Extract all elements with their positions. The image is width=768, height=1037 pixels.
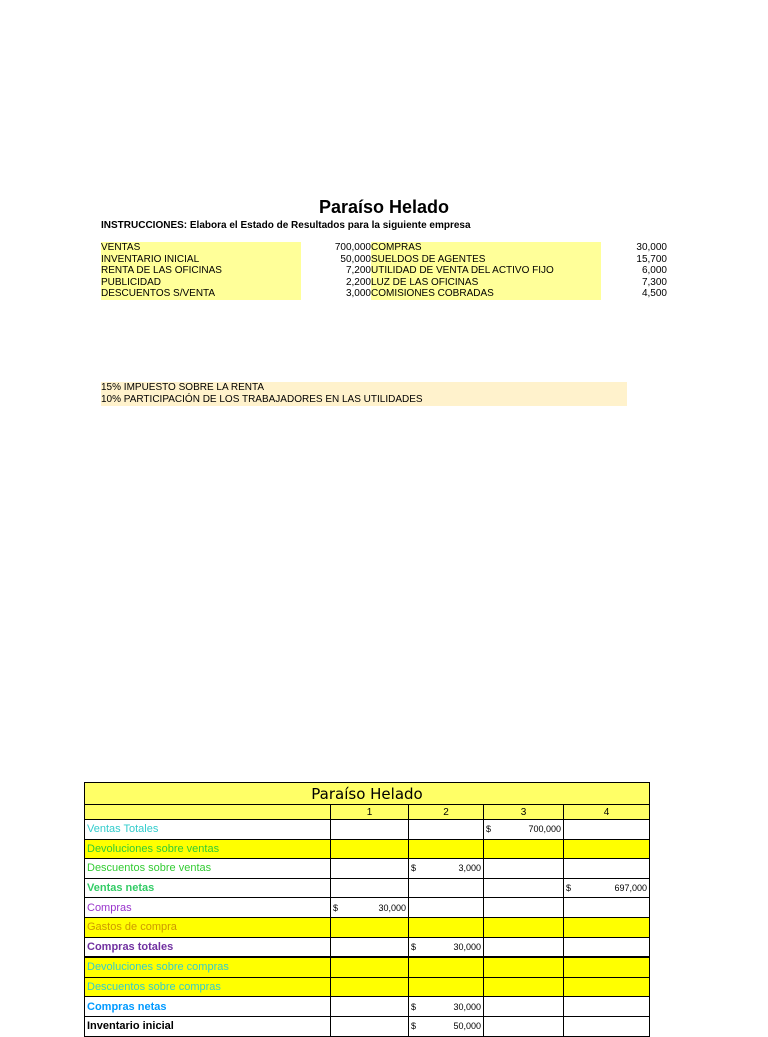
- statement-row-label: Gastos de compra: [85, 917, 331, 937]
- statement-amount-col-3: [484, 878, 564, 898]
- statement-row: [85, 937, 650, 957]
- statement-row-label: Descuentos sobre compras: [85, 977, 331, 997]
- statement-amount-col-2: [409, 878, 484, 898]
- statement-amount-col-2: [409, 1016, 484, 1036]
- statement-amount-col-1: [331, 937, 409, 957]
- instructions-text: INSTRUCCIONES: Elabora el Estado de Resultados para la siguiente empresa: [101, 220, 471, 231]
- data-value-left: 700,000: [334, 242, 371, 253]
- statement-row: [85, 839, 650, 859]
- statement-column-header-row: [85, 805, 650, 820]
- statement-row: [85, 878, 650, 898]
- tax-row: 15% IMPUESTO SOBRE LA RENTA: [101, 382, 627, 394]
- column-header-4: 4: [564, 805, 650, 820]
- statement-row: [85, 997, 650, 1017]
- amount-value: 30,000: [453, 941, 481, 952]
- document-title: Paraíso Helado: [318, 197, 450, 217]
- statement-amount-col-3: [484, 997, 564, 1017]
- statement-row-label: Devoluciones sobre ventas: [85, 839, 331, 859]
- statement-amount-col-4: [564, 937, 650, 957]
- statement-row-label: Ventas Totales: [85, 820, 331, 840]
- statement-amount-col-4: [564, 1016, 650, 1036]
- column-header-blank: [85, 805, 331, 820]
- statement-row-label: Descuentos sobre ventas: [85, 859, 331, 879]
- currency-symbol: $: [486, 824, 492, 835]
- data-value-right: 4,500: [641, 288, 667, 300]
- tax-row: 10% PARTICIPACIÓN DE LOS TRABAJADORES EN LAS UTILIDADES: [101, 394, 627, 406]
- statement-amount-col-3: [484, 859, 564, 879]
- statement-amount-col-3: [484, 977, 564, 997]
- statement-amount-col-3: [484, 917, 564, 937]
- statement-title: Paraíso Helado: [85, 783, 650, 805]
- amount-value: 50,000: [453, 1021, 481, 1032]
- statement-amount-col-2: [409, 820, 484, 840]
- statement-amount-col-2: [409, 937, 484, 957]
- statement-amount-col-2: [409, 997, 484, 1017]
- statement-amount-col-3: [484, 898, 564, 918]
- column-header-2: 2: [409, 805, 484, 820]
- statement-amount-col-2: [409, 898, 484, 918]
- data-row: [101, 277, 667, 289]
- statement-amount-col-4: [564, 917, 650, 937]
- statement-amount-col-2: [409, 917, 484, 937]
- column-header-1: 1: [331, 805, 409, 820]
- statement-amount-col-2: [409, 977, 484, 997]
- data-label-left: INVENTARIO INICIAL: [101, 254, 301, 266]
- data-label-right: SUELDOS DE AGENTES: [371, 254, 601, 266]
- statement-row-label: Compras netas: [85, 997, 331, 1017]
- currency-symbol: $: [333, 902, 339, 913]
- data-row: [101, 288, 667, 300]
- currency-symbol: $: [566, 883, 572, 894]
- statement-amount-col-3: [484, 957, 564, 977]
- data-label-left: VENTAS: [101, 242, 301, 254]
- data-value-left: 7,200: [345, 265, 371, 277]
- statement-row-label: Ventas netas: [85, 878, 331, 898]
- statement-row-label: Devoluciones sobre compras: [85, 957, 331, 977]
- statement-row-label: Inventario inicial: [85, 1016, 331, 1036]
- statement-row: [85, 859, 650, 879]
- amount-value: 697,000: [614, 883, 648, 894]
- statement-amount-col-4: [564, 859, 650, 879]
- statement-row: [85, 820, 650, 840]
- statement-amount-col-1: [331, 878, 409, 898]
- statement-row: [85, 977, 650, 997]
- statement-amount-col-1: [331, 839, 409, 859]
- statement-amount-col-4: [564, 997, 650, 1017]
- data-row: [101, 254, 667, 266]
- statement-row: [85, 898, 650, 918]
- data-value-right: 7,300: [641, 276, 667, 288]
- data-value-right: 6,000: [641, 265, 667, 277]
- statement-amount-col-3: [484, 839, 564, 859]
- data-value-right: 15,700: [636, 253, 667, 265]
- data-label-right: COMISIONES COBRADAS: [371, 288, 601, 300]
- data-value-left: 50,000: [340, 253, 371, 265]
- statement-row-label: Compras: [85, 898, 331, 918]
- data-row: [101, 242, 667, 254]
- amount-value: 3,000: [458, 863, 481, 874]
- data-value-left: 3,000: [345, 288, 371, 300]
- data-label-right: UTILIDAD DE VENTA DEL ACTIVO FIJO: [371, 265, 601, 277]
- statement-amount-col-1: [331, 820, 409, 840]
- statement-amount-col-1: [331, 977, 409, 997]
- statement-amount-col-4: [564, 977, 650, 997]
- statement-amount-col-3: [484, 937, 564, 957]
- statement-amount-col-1: [331, 917, 409, 937]
- statement-row: [85, 1016, 650, 1036]
- statement-amount-col-4: [564, 898, 650, 918]
- statement-amount-col-4: [564, 878, 650, 898]
- statement-amount-col-1: [331, 1016, 409, 1036]
- statement-amount-col-1: [331, 898, 409, 918]
- statement-amount-col-3: [484, 820, 564, 840]
- statement-amount-col-4: [564, 820, 650, 840]
- currency-symbol: $: [411, 863, 417, 874]
- statement-amount-col-1: [331, 957, 409, 977]
- statement-amount-col-3: [484, 1016, 564, 1036]
- statement-row: [85, 957, 650, 977]
- data-value-left: 2,200: [345, 276, 371, 288]
- statement-amount-col-1: [331, 859, 409, 879]
- currency-symbol: $: [411, 1021, 417, 1032]
- amount-value: 30,000: [378, 902, 406, 913]
- data-row: [101, 265, 667, 277]
- data-label-right: LUZ DE LAS OFICINAS: [371, 277, 601, 289]
- data-label-left: PUBLICIDAD: [101, 277, 301, 289]
- statement-amount-col-2: [409, 957, 484, 977]
- statement-amount-col-2: [409, 839, 484, 859]
- statement-amount-col-1: [331, 997, 409, 1017]
- statement-row-label: Compras totales: [85, 937, 331, 957]
- amount-value: 30,000: [453, 1001, 481, 1012]
- statement-title-row: [85, 783, 650, 805]
- statement-row: [85, 917, 650, 937]
- currency-symbol: $: [411, 941, 417, 952]
- data-label-right: COMPRAS: [371, 242, 601, 254]
- statement-amount-col-4: [564, 839, 650, 859]
- column-header-3: 3: [484, 805, 564, 820]
- income-statement-table: [84, 782, 650, 1037]
- statement-amount-col-4: [564, 957, 650, 977]
- amount-value: 700,000: [528, 824, 561, 835]
- data-value-right: 30,000: [636, 242, 667, 253]
- data-label-left: RENTA DE LAS OFICINAS: [101, 265, 301, 277]
- currency-symbol: $: [411, 1001, 417, 1012]
- statement-amount-col-2: [409, 859, 484, 879]
- data-label-left: DESCUENTOS S/VENTA: [101, 288, 301, 300]
